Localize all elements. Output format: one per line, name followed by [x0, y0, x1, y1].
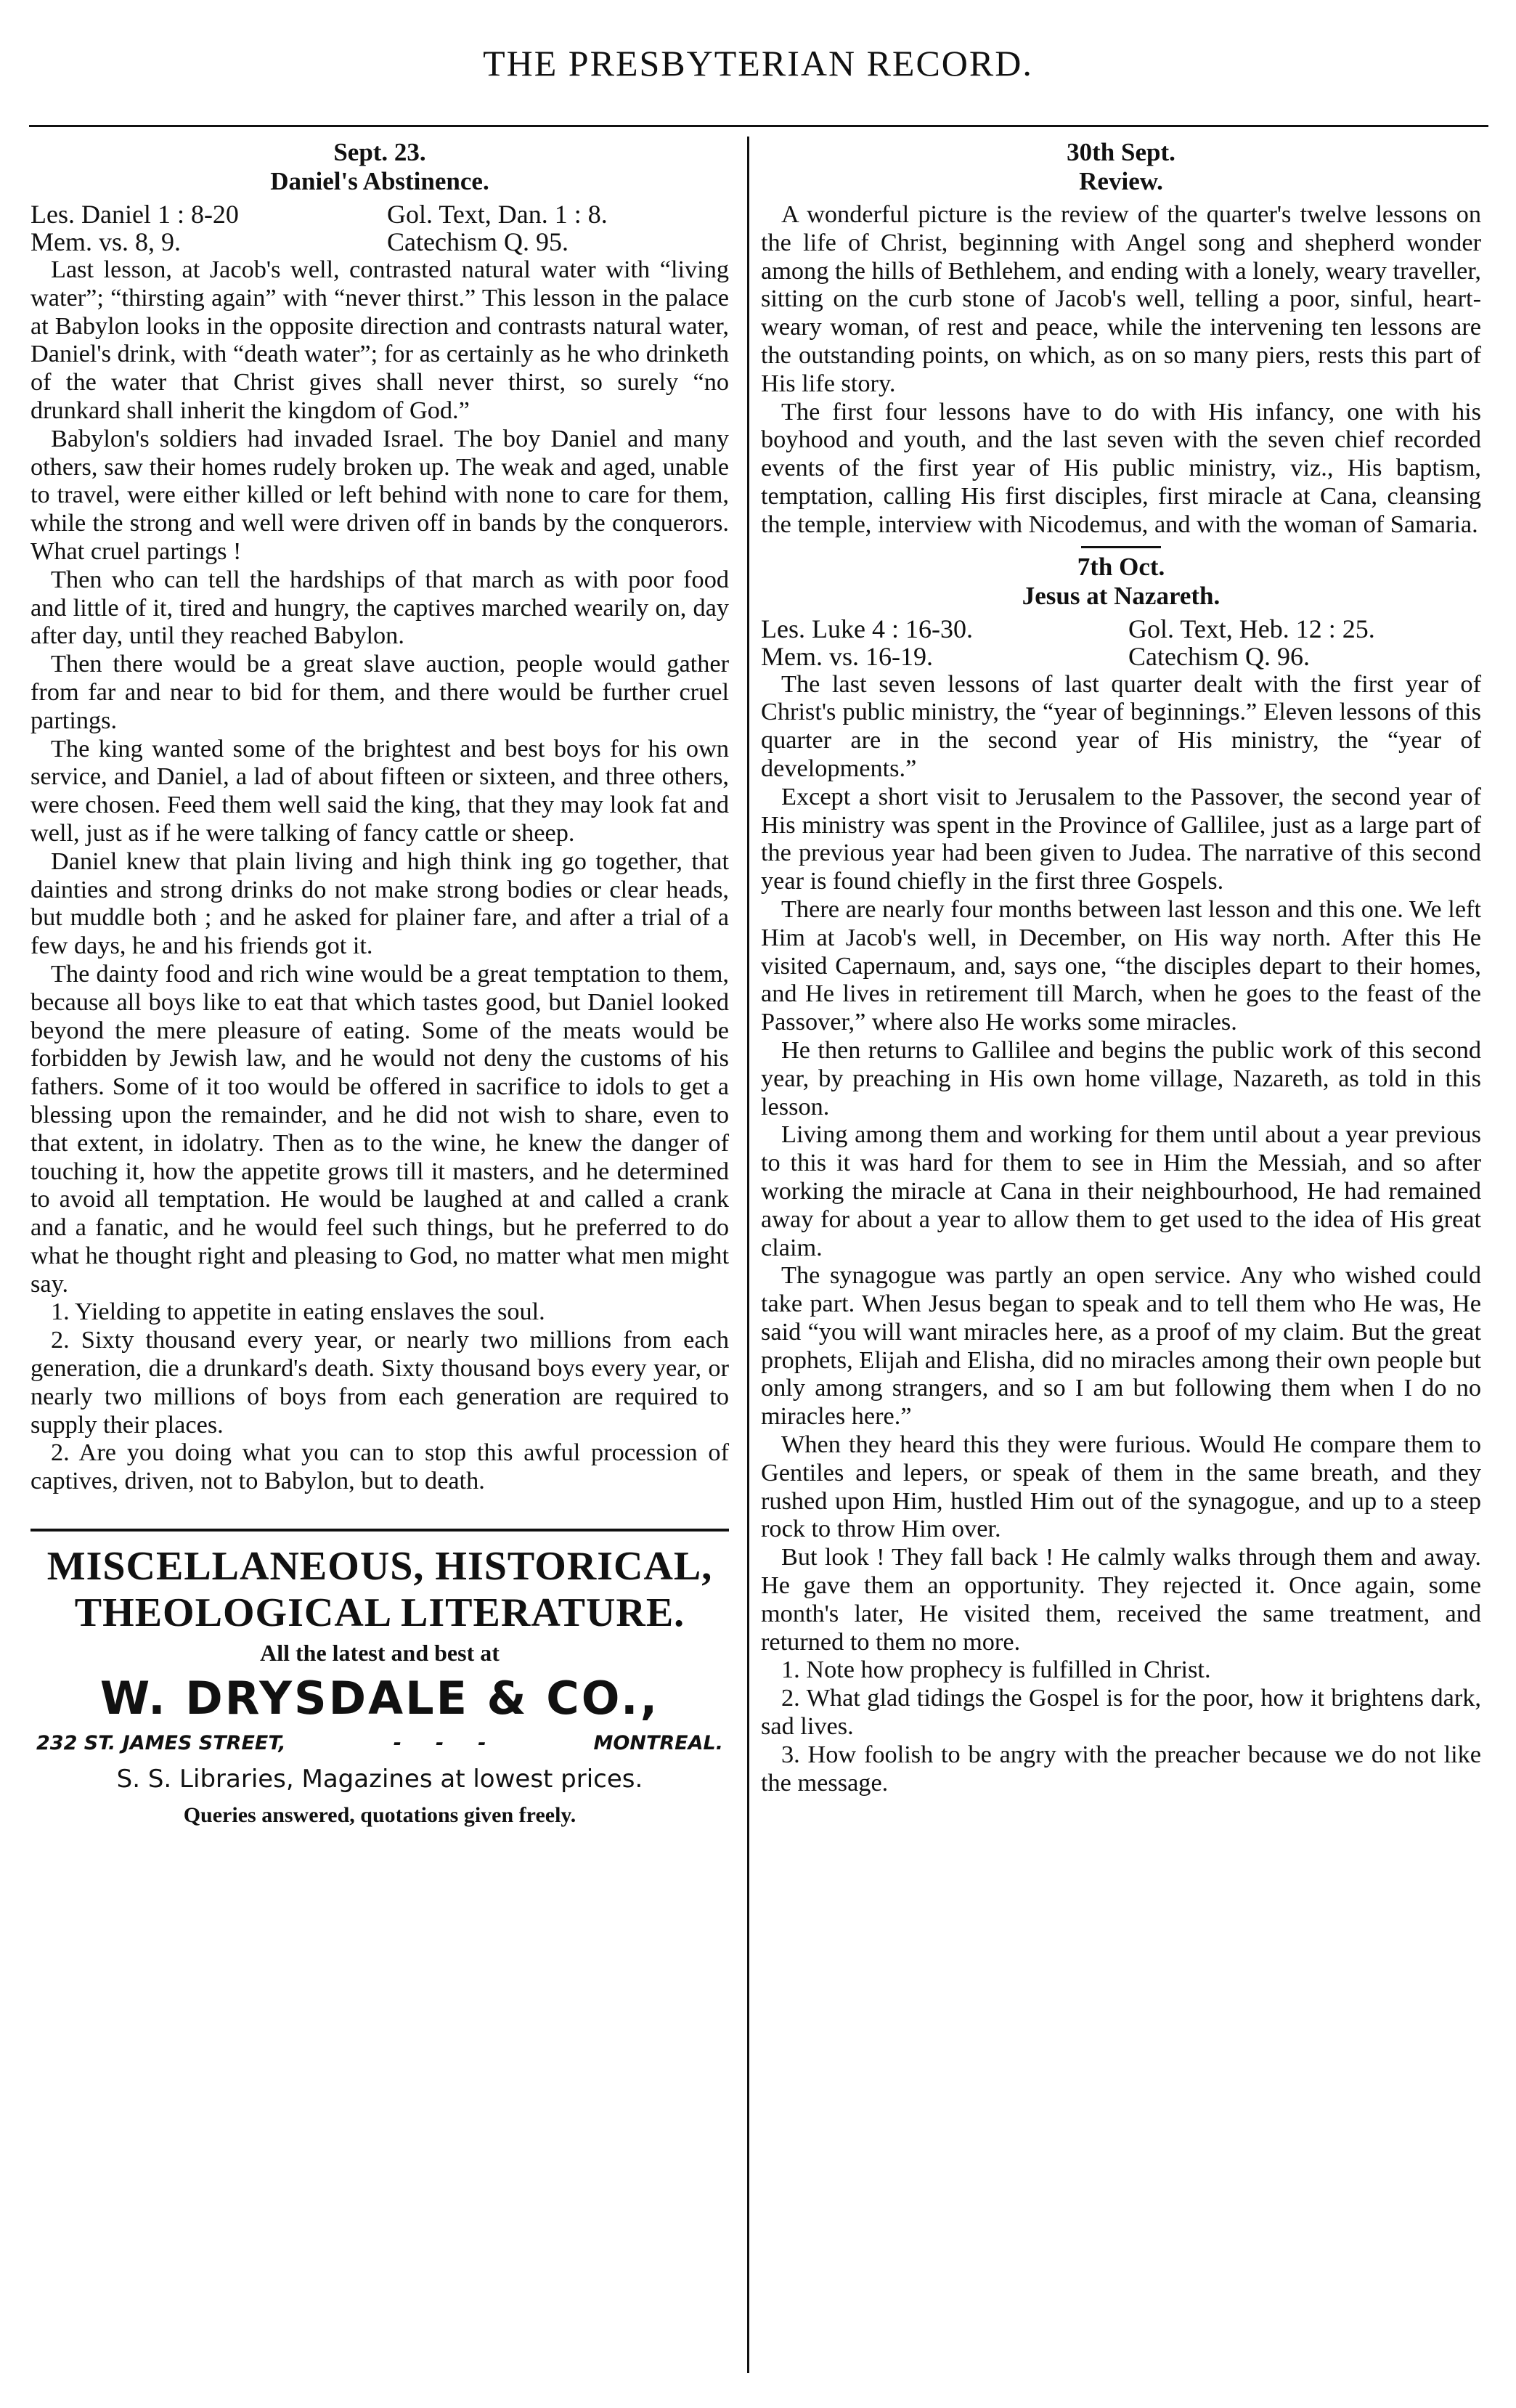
golden-text: Gol. Text, Dan. 1 : 8.: [387, 200, 608, 229]
column-divider: [747, 137, 749, 2373]
memory-verses: Mem. vs. 16-19.: [761, 641, 933, 671]
ad-dashes: - - -: [393, 1732, 486, 1755]
paragraph: Daniel knew that plain living and high think ing go together, that dainties and strong drinks do not make strong bodies or clear heads, but muddle both ; and he asked for plainer fare, and after a trial of a few days, he and his friends got it.: [30, 847, 729, 960]
ad-title-line: MISCELLANEOUS, HISTORICAL,: [46, 1544, 713, 1590]
memory-verses: Mem. vs. 8, 9.: [30, 227, 181, 256]
paragraph: The first four lessons have to do with His infancy, one with his boyhood and youth, and the last seven with the seven chief recorded events of the first year of His public ministry, viz., His baptism, temptation, calling His first disciples, first miracle at Cana, cleansing the temple, interview with Nicodemus, and with the woman of Samaria.: [761, 397, 1481, 538]
paragraph: He then returns to Gallilee and begins the public work of this second year, by preaching in His own home village, Nazareth, as told in this lesson.: [761, 1036, 1481, 1120]
lesson-reference: Les. Daniel 1 : 8-20: [30, 200, 239, 229]
paragraph: 1. Note how prophecy is fulfilled in Christ.: [781, 1656, 1211, 1684]
lesson-title: Daniel's Abstinence.: [270, 167, 489, 195]
catechism: Catechism Q. 96.: [1128, 641, 1310, 671]
paragraph: But look ! They fall back ! He calmly walks through them and away. He gave them an opportunity. They rejected it. Once again, some month's later, He visited them, received the same treatment, and returned to them no more.: [761, 1543, 1481, 1656]
ad-city: MONTREAL.: [593, 1732, 723, 1755]
paragraph: Last lesson, at Jacob's well, contrasted natural water with “living water”; “thirsting again” with “never thirst.” This lesson in the palace at Babylon looks in the opposite direction and contrasts natural water, Daniel's drink, with “death water”; for as certainly as he who drinketh of the water that Christ gives shall never thirst, so surely “no drunkard shall inherit the kingdom of God.”: [30, 256, 729, 424]
paragraph: There are nearly four months between last lesson and this one. We left Him at Jacob's well, in December, on His way north. After this He visited Capernaum, and, says one, “the disciples depart to their homes, and He lives in retirement till March, when he goes to the feast of the Passover,” where also He works some miracles.: [761, 895, 1481, 1036]
ad-title-line: THEOLOGICAL LITERATURE.: [74, 1590, 685, 1636]
section-separator: [1081, 546, 1161, 548]
ad-queries: Queries answered, quotations given freely.: [183, 1803, 576, 1828]
paragraph: The last seven lessons of last quarter dealt with the first year of Christ's public ministry, the “year of beginnings.” Eleven lessons of this quarter are in the second year of His ministry, the “year of developments.”: [761, 670, 1481, 782]
paragraph: 2. Are you doing what you can to stop this awful procession of captives, driven, not to Babylon, but to death.: [30, 1439, 729, 1495]
ad-firm-name: W. DRYSDALE & CO.,: [99, 1672, 660, 1725]
paragraph: The king wanted some of the brightest and best boys for his own service, and Daniel, a lad of about fifteen or sixteen, and three others, were chosen. Feed them well said the king, that they may look fat and well, just as if he were talking of fancy cattle or sheep.: [30, 734, 729, 847]
lesson-reference: Les. Luke 4 : 16-30.: [761, 614, 973, 643]
golden-text: Gol. Text, Heb. 12 : 25.: [1128, 614, 1375, 643]
paragraph: Then there would be a great slave auction, people would gather from far and near to bid for them, and there would be further cruel partings.: [30, 650, 729, 734]
ad-street: 232 ST. JAMES STREET,: [36, 1732, 286, 1755]
paragraph: Then who can tell the hardships of that march as with poor food and little of it, tired and hungry, the captives marched wearily on, day after day, until they reached Babylon.: [30, 565, 729, 650]
advertisement: [30, 1529, 729, 1832]
ad-address: [30, 1728, 729, 1760]
paragraph: 3. How foolish to be angry with the preacher because we do not like the message.: [761, 1740, 1481, 1797]
header-rule: [29, 125, 1488, 127]
lesson-title: Jesus at Nazareth.: [1022, 581, 1220, 610]
left-column: [30, 138, 729, 1832]
paragraph: 1. Yielding to appetite in eating enslaves the soul.: [51, 1298, 545, 1326]
paragraph: When they heard this they were furious. Would He compare them to Gentiles and lepers, or speak of them in the same breath, and they rushed upon Him, hustled Him out of the synagogue, and up to a steep rock to throw Him over.: [761, 1431, 1481, 1543]
paragraph: 2. Sixty thousand every year, or nearly two millions from each generation, die a drunkard's death. Sixty thousand boys every year, or nearly two millions of boys from each generation are required to supply their places.: [30, 1326, 729, 1439]
paragraph: A wonderful picture is the review of the quarter's twelve lessons on the life of Christ, beginning with Angel song and shepherd wonder among the hills of Bethlehem, and ending with a lonely, weary traveller, sitting on the curb stone of Jacob's well, telling a poor, sinful, heart-weary woman, of rest and peace, while the intervening ten lessons are the outstanding points, on which, as on so many piers, rests this part of His life story.: [761, 200, 1481, 397]
lesson-references: [761, 615, 1481, 670]
lesson-title: Review.: [1079, 167, 1163, 195]
paragraph: Babylon's soldiers had invaded Israel. The boy Daniel and many others, saw their homes rudely broken up. The weak and aged, unable to travel, were either killed or left behind with none to care for them, while the strong and well were driven off in bands by the conquerors. What cruel partings !: [30, 424, 729, 565]
paragraph: 2. What glad tidings the Gospel is for the poor, how it brightens dark, sad lives.: [761, 1684, 1481, 1741]
lesson-date: 7th Oct.: [1077, 552, 1165, 581]
paragraph: Living among them and working for them until about a year previous to this it was hard for them to see in Him the Messiah, and so after working the miracle at Cana in their neighbourhood, He had remained away for about a year to allow them to get used to the idea of His great claim.: [761, 1120, 1481, 1261]
page-header: THE PRESBYTERIAN RECORD.: [483, 43, 1033, 84]
paragraph: Except a short visit to Jerusalem to the Passover, the second year of His ministry was spent in the Province of Gallilee, just as a large part of the previous year had been given to Judea. The narrative of this second year is found chiefly in the first three Gospels.: [761, 782, 1481, 895]
lesson-date: 30th Sept.: [1067, 138, 1175, 166]
paragraph: The dainty food and rich wine would be a great temptation to them, because all boys like to eat that which tastes good, but Daniel looked beyond the mere pleasure of eating. Some of the meats would be forbidden by Jewish law, and he would not deny the customs of his fathers. Some of it too would be offered in sacrifice to idols to get a blessing upon the remainder, and he did not wish to share, even to that extent, in idolatry. Then as to the wine, he knew the danger of touching it, how the appetite grows till it masters, and he determined to avoid all temptation. He would be laughed at and called a crank and a fanatic, and he would feel such things, but he preferred to do what he thought right and pleasing to God, no matter what men might say.: [30, 959, 729, 1298]
lesson-date: Sept. 23.: [333, 138, 426, 166]
right-column: [761, 138, 1481, 1797]
ad-subtitle: All the latest and best at: [260, 1640, 500, 1667]
catechism: Catechism Q. 95.: [387, 227, 568, 256]
paragraph: The synagogue was partly an open service. Any who wished could take part. When Jesus began to speak and to tell them who He was, He said “you will want miracles here, as a proof of my claim. But the great prophets, Elijah and Elisha, did no miracles among their own people but only among strangers, and so I am but following them when I do no miracles here.”: [761, 1261, 1481, 1431]
ad-libraries: S. S. Libraries, Magazines at lowest prices.: [116, 1765, 643, 1794]
lesson-references: [30, 200, 729, 256]
